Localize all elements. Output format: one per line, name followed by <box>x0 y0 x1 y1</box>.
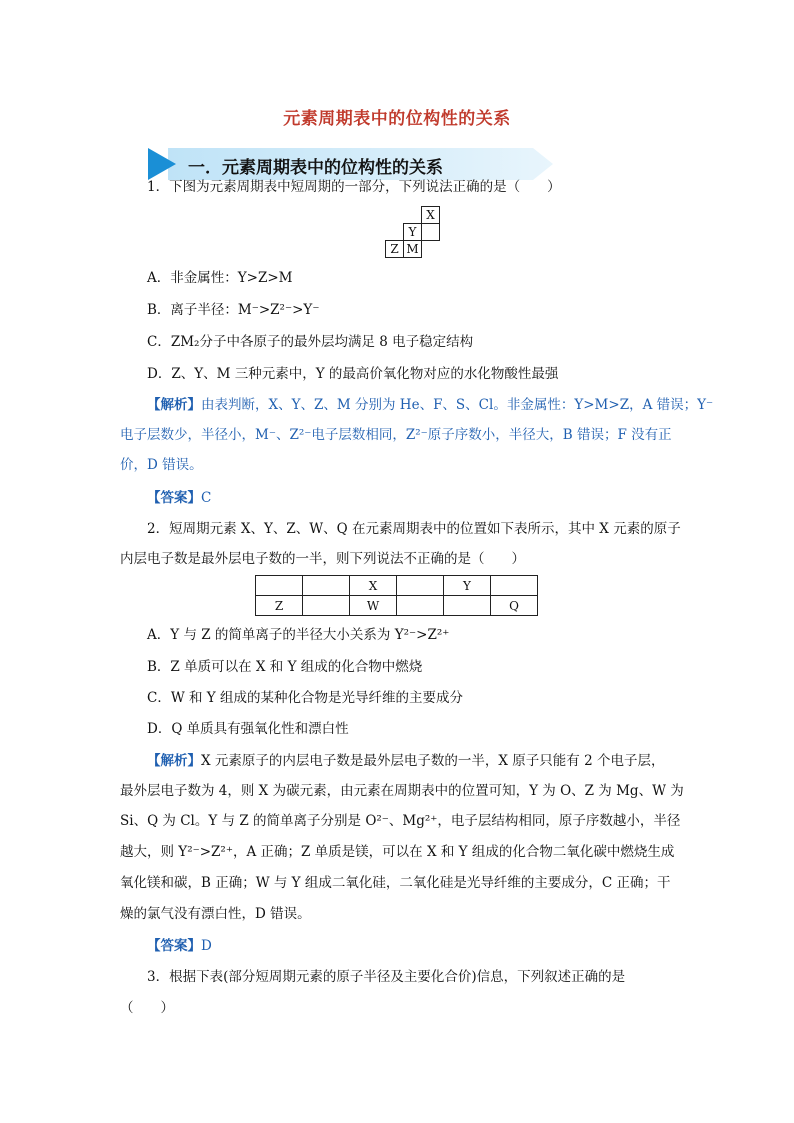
q2-cell <box>491 576 538 596</box>
section-heading: 一．元素周期表中的位构性的关系 <box>188 158 443 178</box>
q2-periodic-table-fragment <box>255 575 538 616</box>
q2-cell: Z <box>256 596 303 616</box>
q1-stem: 1．下图为元素周期表中短周期的一部分，下列说法正确的是（ ） <box>147 179 561 195</box>
analysis-text: 由表判断，X、Y、Z、M 分别为 He、F、S、Cl。非金属性：Y>M>Z，A 错误；Y⁻ <box>201 397 714 413</box>
q2-cell: X <box>350 576 397 596</box>
q2-option-b: B．Z 单质可以在 X 和 Y 组成的化合物中燃烧 <box>147 659 423 675</box>
q2-option-d: D．Q 单质具有强氧化性和漂白性 <box>147 721 349 737</box>
analysis-tag: 【解析】 <box>147 753 201 769</box>
q2-option-c: C．W 和 Y 组成的某种化合物是光导纤维的主要成分 <box>147 690 463 706</box>
q2-cell <box>397 596 444 616</box>
q1-option-c: C．ZM₂分子中各原子的最外层均满足 8 电子稳定结构 <box>147 334 474 350</box>
q3-stem-line: 3．根据下表(部分短周期元素的原子半径及主要化合价)信息，下列叙述正确的是 <box>147 969 626 985</box>
q1-periodic-table-fragment <box>385 206 440 258</box>
q1-option-b: B．离子半径：M⁻>Z²⁻>Y⁻ <box>147 302 320 318</box>
q2-cell <box>303 576 350 596</box>
q2-analysis-line: Si、Q 为 Cl。Y 与 Z 的简单离子分别是 O²⁻、Mg²⁺，电子层结构相同，原子序数越小，半径 <box>120 813 681 829</box>
q1-cell: Z <box>386 241 404 258</box>
q1-analysis-line <box>147 395 713 415</box>
analysis-tag: 【解析】 <box>147 397 201 413</box>
q1-cell <box>422 241 440 258</box>
q1-option-d: D．Z、Y、M 三种元素中，Y 的最高价氧化物对应的水化物酸性最强 <box>147 366 559 382</box>
q2-cell <box>256 576 303 596</box>
q2-analysis-line: 越大，则 Y²⁻>Z²⁺，A 正确；Z 单质是镁，可以在 X 和 Y 组成的化合物二氧化碳中燃烧生成 <box>120 844 675 860</box>
q3-stem-line: （ ） <box>120 1000 174 1016</box>
q2-answer <box>147 936 212 956</box>
answer-tag: 【答案】 <box>147 490 201 506</box>
page-title: 元素周期表中的位构性的关系 <box>283 109 511 129</box>
q1-cell <box>386 224 404 241</box>
q2-stem-line: 2．短周期元素 X、Y、Z、W、Q 在元素周期表中的位置如下表所示，其中 X 元素的原子 <box>147 521 681 537</box>
q2-analysis-line: 氧化镁和碳，B 正确；W 与 Y 组成二氧化硅，二氧化硅是光导纤维的主要成分，C 正确；干 <box>120 875 671 891</box>
analysis-text: X 元素原子的内层电子数是最外层电子数的一半，X 原子只能有 2 个电子层， <box>201 753 665 769</box>
q2-cell <box>444 596 491 616</box>
answer-tag: 【答案】 <box>147 938 201 954</box>
q2-cell: Q <box>491 596 538 616</box>
q1-option-a: A．非金属性：Y>Z>M <box>147 270 293 286</box>
q2-cell <box>397 576 444 596</box>
q2-analysis-line: 燥的氯气没有漂白性，D 错误。 <box>120 906 311 922</box>
q1-cell: X <box>422 207 440 224</box>
q1-cell <box>386 207 404 224</box>
q1-analysis-line: 电子层数少，半径小，M⁻、Z²⁻电子层数相同，Z²⁻原子序数小，半径大，B 错误；F 没有正 <box>120 427 672 443</box>
q2-analysis-line <box>147 751 664 771</box>
q1-cell: M <box>404 241 422 258</box>
q2-cell <box>303 596 350 616</box>
q1-cell <box>404 207 422 224</box>
answer-value: C <box>201 490 212 506</box>
answer-value: D <box>201 938 212 954</box>
q2-analysis-line: 最外层电子数为 4，则 X 为碳元素，由元素在周期表中的位置可知，Y 为 O、Z 为 Mg、W 为 <box>120 783 684 799</box>
q2-option-a: A．Y 与 Z 的简单离子的半径大小关系为 Y²⁻>Z²⁺ <box>147 627 450 643</box>
q1-cell: Y <box>404 224 422 241</box>
q2-cell: W <box>350 596 397 616</box>
q1-answer <box>147 488 211 508</box>
q2-cell: Y <box>444 576 491 596</box>
q1-cell <box>422 224 440 241</box>
q2-stem-line: 内层电子数是最外层电子数的一半，则下列说法不正确的是（ ） <box>120 551 525 567</box>
q1-analysis-line: 价，D 错误。 <box>120 457 203 473</box>
